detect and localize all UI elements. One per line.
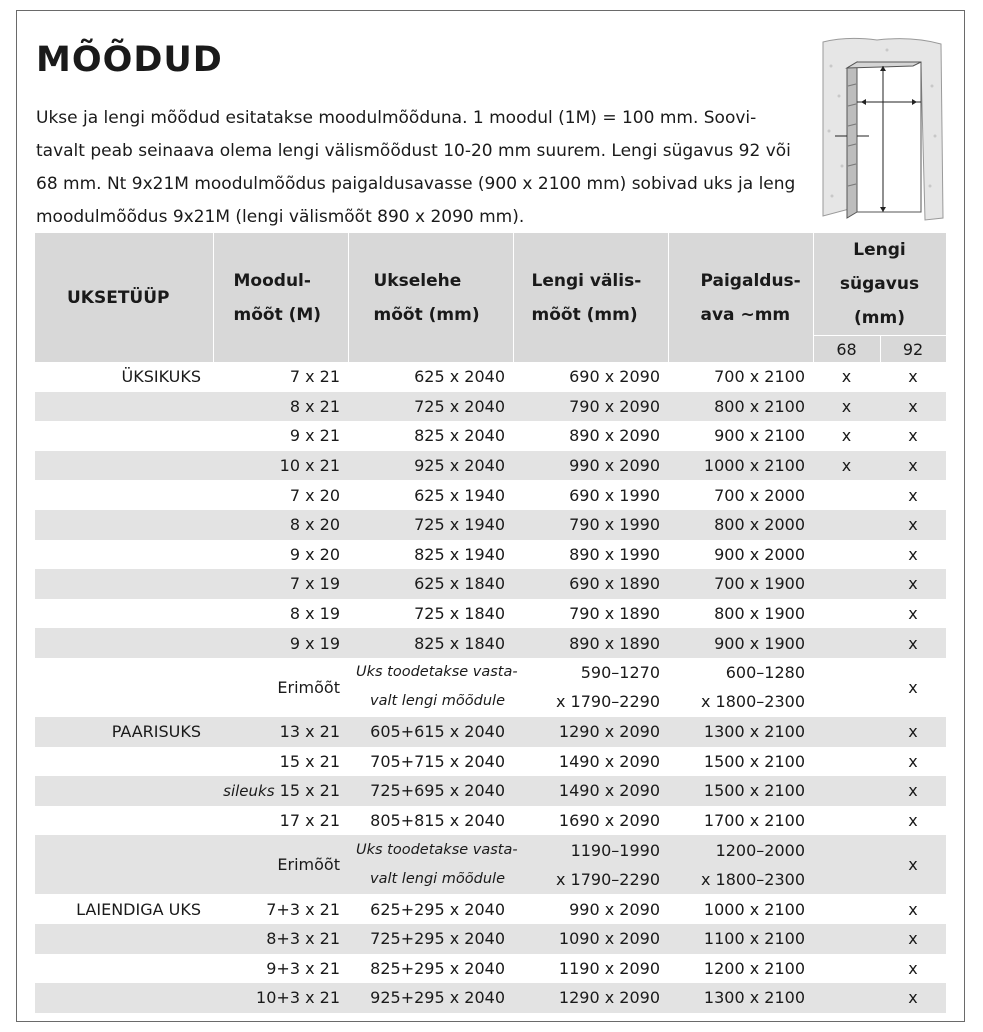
cell-installation-opening: 900 x 1900 <box>668 628 813 658</box>
table-row <box>35 421 946 451</box>
cell-door-type <box>35 954 213 984</box>
cell-depth-92: x <box>908 958 918 978</box>
cell-module-size: 7 x 20 <box>289 485 340 505</box>
cell-module-size: 10 x 21 <box>213 451 348 481</box>
cell-frame-outer-size: 1290 x 2090 <box>513 717 668 747</box>
cell-door-type <box>35 835 213 894</box>
cell-module-size: 9 x 19 <box>213 628 348 658</box>
cell-module-size: 10+3 x 21 <box>213 983 348 1013</box>
cell-door-type <box>35 392 213 422</box>
cell-frame-outer-size: 1190–1990 x 1790–2290 <box>513 835 668 894</box>
cell-depth-92: x <box>880 569 946 599</box>
cell-leaf-size: 825 x 1840 <box>348 628 513 658</box>
cell-installation-opening: 1500 x 2100 <box>668 776 813 806</box>
header-frame-depth: Lengi sügavus (mm) <box>813 233 946 336</box>
cell-door-type <box>35 599 213 629</box>
cell-depth-92: x <box>908 367 918 387</box>
header-module-size: Moodul- mõõt (M) <box>213 233 348 362</box>
cell-installation-opening: 800 x 1900 <box>714 604 805 624</box>
cell-depth-92: x <box>880 717 946 747</box>
door-frame-diagram <box>817 36 945 224</box>
cell-module-size: 7+3 x 21 <box>266 899 340 919</box>
cell-depth-92: x <box>908 811 918 831</box>
cell-installation-opening: 1100 x 2100 <box>668 924 813 954</box>
cell-door-type <box>35 540 213 570</box>
cell-frame-outer-size: 1090 x 2090 <box>513 924 668 954</box>
cell-door-type <box>35 658 213 717</box>
cell-door-type: PAARISUKS <box>35 717 213 747</box>
cell-depth-68 <box>813 806 880 836</box>
cell-leaf-size: 805+815 x 2040 <box>370 811 505 831</box>
cell-depth-92: x <box>908 751 918 771</box>
table-row <box>35 480 946 510</box>
cell-module-size: 9 x 21 <box>289 426 340 446</box>
cell-leaf-size: 825 x 1940 <box>414 544 505 564</box>
cell-leaf-size: 625 x 1840 <box>348 569 513 599</box>
cell-frame-outer-size: 1490 x 2090 <box>558 751 660 771</box>
cell-depth-68 <box>813 658 880 717</box>
cell-depth-68: x <box>841 367 852 387</box>
cell-leaf-size: Uks toodetakse vasta- valt lengi mõõdule <box>348 835 513 894</box>
cell-depth-68 <box>813 894 880 924</box>
cell-leaf-size: 825+295 x 2040 <box>370 958 505 978</box>
cell-depth-68 <box>813 540 880 570</box>
cell-module-size: 15 x 21 <box>279 751 340 771</box>
cell-depth-92: x <box>880 510 946 540</box>
cell-module-size: sileuks 15 x 21 <box>213 776 348 806</box>
table-row <box>35 776 946 806</box>
cell-installation-opening: 800 x 2000 <box>668 510 813 540</box>
cell-door-type: ÜKSIKUKS <box>121 367 201 387</box>
cell-depth-68 <box>813 510 880 540</box>
header-installation-opening: Paigaldus- ava ~mm <box>668 233 813 362</box>
cell-door-type <box>35 747 213 777</box>
table-row <box>35 894 946 924</box>
intro-paragraph: Ukse ja lengi mõõdud esitatakse moodulmõõduna. 1 moodul (1M) = 100 mm. Soovi-tavalt peab seinaava olema lengi välismõõdust 10-20 mm suurem. Lengi sügavus 92 või 68 mm. Nt 9x21M moodulmõõdus paigaldusavasse (900 x 2100 mm) sobivad uks ja leng moodulmõõdus 9x21M (lengi välismõõt 890 x 2090 mm). <box>36 108 796 227</box>
table-row <box>35 954 946 984</box>
cell-installation-opening: 1000 x 2100 <box>668 451 813 481</box>
cell-module-size: 8+3 x 21 <box>213 924 348 954</box>
cell-depth-92: x <box>880 392 946 422</box>
cell-depth-68 <box>813 717 880 747</box>
cell-door-type <box>35 421 213 451</box>
table-row <box>35 806 946 836</box>
header-depth-68: 68 <box>813 336 880 363</box>
cell-depth-68 <box>813 954 880 984</box>
cell-module-size: 8 x 19 <box>289 604 340 624</box>
cell-module-size: 8 x 21 <box>213 392 348 422</box>
cell-depth-68 <box>813 983 880 1013</box>
cell-module-size: 17 x 21 <box>279 811 340 831</box>
cell-frame-outer-size: 1190 x 2090 <box>558 958 660 978</box>
cell-leaf-size: 705+715 x 2040 <box>370 751 505 771</box>
cell-frame-outer-size: 1290 x 2090 <box>513 983 668 1013</box>
cell-depth-92: x <box>880 451 946 481</box>
cell-depth-68: x <box>813 451 880 481</box>
cell-frame-outer-size: 790 x 1890 <box>569 604 660 624</box>
cell-module-size: 7 x 21 <box>289 367 340 387</box>
cell-door-type <box>35 569 213 599</box>
cell-depth-92: x <box>880 835 946 894</box>
cell-installation-opening: 1500 x 2100 <box>703 751 805 771</box>
cell-frame-outer-size: 1490 x 2090 <box>513 776 668 806</box>
cell-depth-92: x <box>880 983 946 1013</box>
cell-installation-opening: 1300 x 2100 <box>668 717 813 747</box>
cell-frame-outer-size: 990 x 2090 <box>513 451 668 481</box>
table-row <box>35 924 946 954</box>
cell-depth-68 <box>813 924 880 954</box>
cell-leaf-size: 925+295 x 2040 <box>348 983 513 1013</box>
cell-depth-68 <box>813 776 880 806</box>
header-door-type: UKSETÜÜP <box>35 233 213 362</box>
cell-installation-opening: 900 x 2100 <box>714 426 805 446</box>
cell-frame-outer-size: 690 x 1890 <box>513 569 668 599</box>
table-row <box>35 747 946 777</box>
cell-depth-92: x <box>908 485 918 505</box>
cell-module-size: Erimõõt <box>277 677 340 697</box>
cell-installation-opening: 800 x 2100 <box>668 392 813 422</box>
cell-depth-68 <box>813 628 880 658</box>
cell-door-type <box>35 806 213 836</box>
cell-leaf-size: 605+615 x 2040 <box>348 717 513 747</box>
cell-installation-opening: 1200 x 2100 <box>703 958 805 978</box>
cell-frame-outer-size: 890 x 1890 <box>513 628 668 658</box>
cell-frame-outer-size: 790 x 1990 <box>513 510 668 540</box>
cell-depth-92: x <box>908 544 918 564</box>
table-row <box>35 451 946 481</box>
cell-leaf-size: Uks toodetakse vasta- valt lengi mõõdule <box>356 664 518 710</box>
cell-depth-92: x <box>880 776 946 806</box>
cell-depth-68 <box>813 569 880 599</box>
table-row <box>35 599 946 629</box>
table-row <box>35 835 946 894</box>
cell-frame-outer-size: 790 x 2090 <box>513 392 668 422</box>
cell-door-type <box>35 983 213 1013</box>
cell-frame-outer-size: 590–1270 x 1790–2290 <box>556 663 660 712</box>
cell-leaf-size: 925 x 2040 <box>348 451 513 481</box>
table-row <box>35 510 946 540</box>
cell-depth-68 <box>813 480 880 510</box>
table-row <box>35 540 946 570</box>
cell-leaf-size: 725+695 x 2040 <box>348 776 513 806</box>
cell-module-size: 9+3 x 21 <box>266 958 340 978</box>
cell-leaf-size: 725 x 2040 <box>348 392 513 422</box>
cell-door-type <box>35 510 213 540</box>
table-row <box>35 362 946 392</box>
cell-module-size: 13 x 21 <box>213 717 348 747</box>
header-leaf-size: Ukselehe mõõt (mm) <box>348 233 513 362</box>
cell-depth-68 <box>813 747 880 777</box>
cell-installation-opening: 1200–2000 x 1800–2300 <box>668 835 813 894</box>
cell-depth-92: x <box>908 677 918 697</box>
header-depth-92: 92 <box>880 336 946 363</box>
cell-frame-outer-size: 990 x 2090 <box>569 899 660 919</box>
cell-leaf-size: 625+295 x 2040 <box>370 899 505 919</box>
cell-module-size: 9 x 20 <box>289 544 340 564</box>
cell-frame-outer-size: 690 x 1990 <box>569 485 660 505</box>
cell-depth-68 <box>813 599 880 629</box>
cell-door-type <box>35 776 213 806</box>
table-row <box>35 983 946 1013</box>
cell-installation-opening: 900 x 2000 <box>714 544 805 564</box>
cell-installation-opening: 1000 x 2100 <box>703 899 805 919</box>
cell-frame-outer-size: 690 x 2090 <box>569 367 660 387</box>
cell-leaf-size: 825 x 2040 <box>414 426 505 446</box>
cell-door-type <box>35 451 213 481</box>
cell-depth-68 <box>813 835 880 894</box>
cell-leaf-size: 625 x 2040 <box>414 367 505 387</box>
table-row <box>35 569 946 599</box>
page-title: MÕÕDUD <box>36 40 223 80</box>
cell-door-type: LAIENDIGA UKS <box>76 899 201 919</box>
cell-depth-68: x <box>813 392 880 422</box>
cell-depth-92: x <box>908 426 918 446</box>
cell-frame-outer-size: 1690 x 2090 <box>558 811 660 831</box>
cell-installation-opening: 700 x 2100 <box>714 367 805 387</box>
cell-door-type <box>35 924 213 954</box>
cell-depth-92: x <box>880 628 946 658</box>
cell-module-size: Erimõõt <box>213 835 348 894</box>
cell-depth-92: x <box>908 899 918 919</box>
cell-installation-opening: 700 x 1900 <box>668 569 813 599</box>
cell-leaf-size: 725 x 1840 <box>414 604 505 624</box>
cell-leaf-size: 725 x 1940 <box>348 510 513 540</box>
cell-installation-opening: 600–1280 x 1800–2300 <box>701 663 805 712</box>
cell-installation-opening: 1300 x 2100 <box>668 983 813 1013</box>
cell-leaf-size: 725+295 x 2040 <box>348 924 513 954</box>
cell-installation-opening: 700 x 2000 <box>714 485 805 505</box>
cell-frame-outer-size: 890 x 2090 <box>569 426 660 446</box>
table-row <box>35 392 946 422</box>
cell-depth-92: x <box>908 604 918 624</box>
table-row <box>35 658 946 717</box>
cell-depth-68: x <box>841 426 852 446</box>
cell-module-size: 8 x 20 <box>213 510 348 540</box>
cell-door-type <box>35 628 213 658</box>
cell-depth-92: x <box>880 924 946 954</box>
header-frame-outer-size: Lengi välis- mõõt (mm) <box>513 233 668 362</box>
cell-module-size: 7 x 19 <box>213 569 348 599</box>
dimensions-table <box>35 233 947 1013</box>
table-row <box>35 628 946 658</box>
cell-door-type <box>35 480 213 510</box>
table-row <box>35 717 946 747</box>
cell-installation-opening: 1700 x 2100 <box>703 811 805 831</box>
cell-frame-outer-size: 890 x 1990 <box>569 544 660 564</box>
cell-leaf-size: 625 x 1940 <box>414 485 505 505</box>
